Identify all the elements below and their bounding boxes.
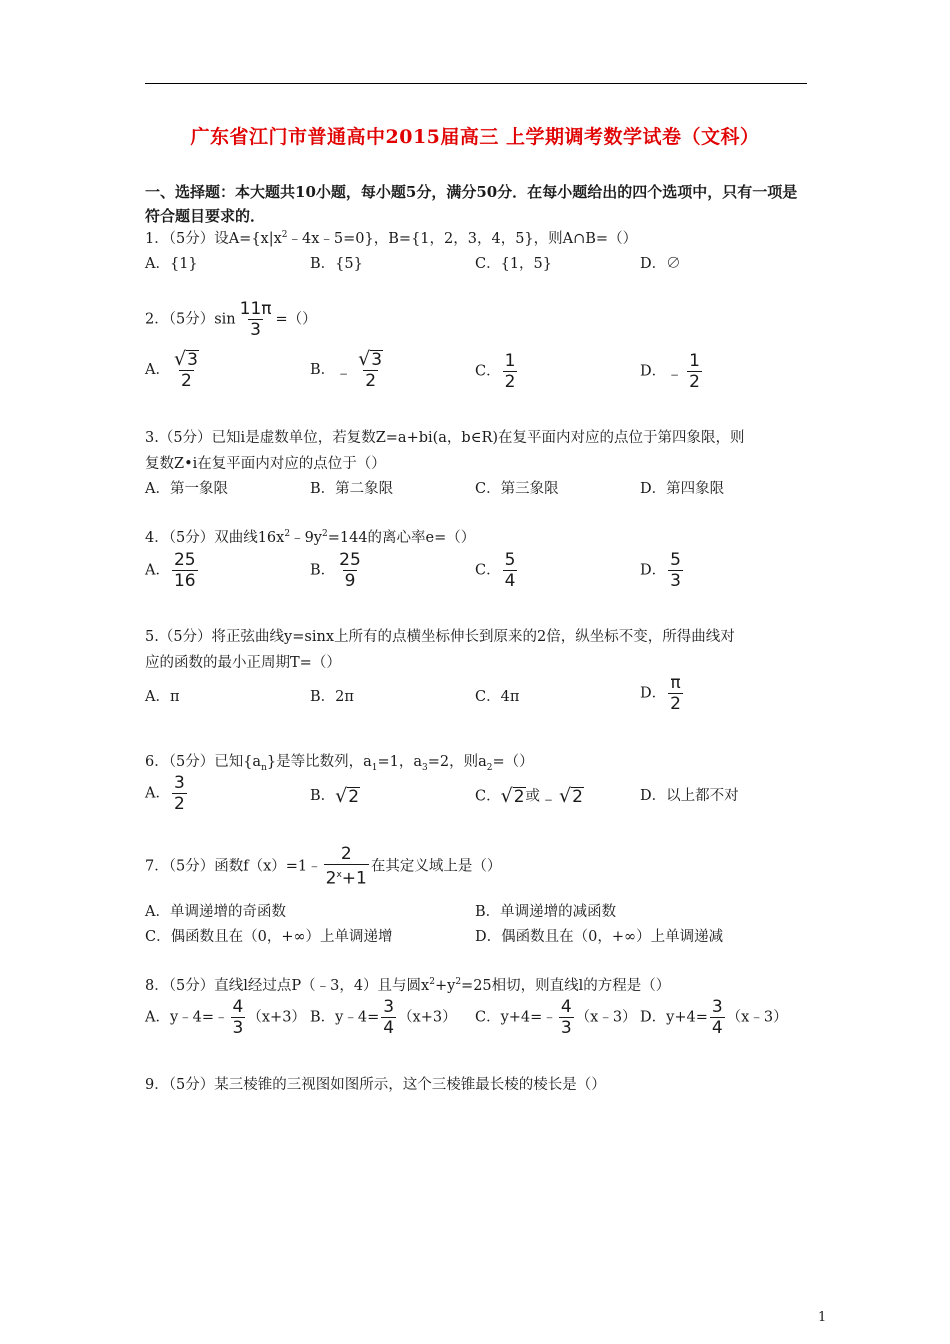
header-rule <box>145 83 807 84</box>
question-6-stem: 6．（5分）已知$\{a_n\}$是等比数列，$a_1=1$，$a_3=2$，则$a_2=()$ <box>145 754 534 773</box>
exam-title: 广东省江门市普通高中2015届高三 上学期调考数学试卷（文科） <box>190 126 760 148</box>
q5-option-b: B．2π <box>310 689 354 705</box>
question-3-line-2: 复数Z•i在复平面内对应的点位于（） <box>145 456 386 472</box>
q6-option-d: D．以上都不对 <box>640 788 739 804</box>
q7-option-d: D．偶函数且在（0，+∞）上单调递减 <box>475 929 724 945</box>
q2-option-d: D．﹣ $\frac{1}{2}$ <box>640 351 700 392</box>
q8-option-b: B．y﹣4= $\frac{3}{4}$ （x+3） <box>310 997 457 1038</box>
q3-option-a: A．第一象限 <box>145 481 228 497</box>
q1-option-a: A．{1} <box>145 256 198 272</box>
q7-fraction: $\frac{2}{2^x+1}$ <box>325 844 367 889</box>
question-7-stem: 7．（5分）函数f（x）=1﹣ $\frac{2}{2^x+1}$ 在其定义域上是（） <box>145 844 502 889</box>
q5-option-a: A．π <box>145 689 180 705</box>
question-3-line-1: 3.（5分）已知i是虚数单位，若复数Z=a+bi(a，b∈R)在复平面内对应的点位于第四象限，则 <box>145 430 745 446</box>
q7-option-c: C．偶函数且在（0，+∞）上单调递增 <box>145 929 393 945</box>
q7-option-a: A．单调递增的奇函数 <box>145 904 286 920</box>
q4-option-b: B． $\frac{25}{9}$ <box>310 550 361 591</box>
q1-option-d: D．∅ <box>640 256 681 272</box>
q3-option-b: B．第二象限 <box>310 481 394 497</box>
q6-option-a: A． $\frac{3}{2}$ <box>145 773 185 814</box>
q4-option-d: D． $\frac{5}{3}$ <box>640 550 681 591</box>
q3-option-d: D．第四象限 <box>640 481 725 497</box>
q2-option-a: A． √ 3 2 <box>145 348 198 391</box>
question-4-stem: 4．（5分）双曲线$16x^2﹣9y^2=144$的离心率e=（） <box>145 529 476 546</box>
question-2-stem: 2．（5分）sin $\frac{11\pi}{3}$ =（） <box>145 299 317 340</box>
q6-option-c: C． √ 2 或﹣ √ 2 <box>475 785 583 809</box>
question-5-line-1: 5.（5分）将正弦曲线y=sinx上所有的点横坐标伸长到原来的2倍，纵坐标不变，所得曲线对 <box>145 629 735 645</box>
question-5-line-2: 应的函数的最小正周期T=（） <box>145 655 341 671</box>
section-heading: 一、选择题：本大题共10小题，每小题5分，满分50分．在每小题给出的四个选项中，只有一项是符合题目要求的． <box>145 183 798 225</box>
question-9-stem: 9．（5分）某三棱锥的三视图如图所示，这个三棱锥最长棱的棱长是（） <box>145 1077 606 1093</box>
question-8-stem: 8．（5分）直线l经过点P（﹣3，4）且与圆$x^2+y^2=25$相切，则直线l的方程是（） <box>145 977 671 994</box>
q3-option-c: C．第三象限 <box>475 481 559 497</box>
q8-option-a: A．y﹣4=﹣ $\frac{4}{3}$ （x+3） <box>145 997 306 1038</box>
q8-option-d: D．y+4= $\frac{3}{4}$ （x﹣3） <box>640 997 788 1038</box>
q2-option-c: C． $\frac{1}{2}$ <box>475 351 516 392</box>
q4-option-c: C． $\frac{5}{4}$ <box>475 550 516 591</box>
q2-fraction: $\frac{11\pi}{3}$ <box>239 299 272 340</box>
q7-option-b: B．单调递增的减函数 <box>475 904 617 920</box>
q1-option-b: B．{5} <box>310 256 363 272</box>
question-1-stem: 1．（5分）设$A=\{x|x^2﹣4x﹣5=0\}$，B={1，2，3，4，5}，则A∩B=（） <box>145 230 638 247</box>
q5-option-d: D． $\frac{\pi}{2}$ <box>640 673 681 714</box>
q4-option-a: A． $\frac{25}{16}$ <box>145 550 196 591</box>
q5-option-c: C．4π <box>475 689 520 705</box>
q1-option-c: C．{1，5} <box>475 256 552 272</box>
page-number: 1 <box>818 1310 827 1325</box>
q8-option-c: C．y+4=﹣ $\frac{4}{3}$ （x﹣3） <box>475 997 637 1038</box>
q6-option-b: B． √ 2 <box>310 784 360 807</box>
q2-option-b: B．﹣ √ 3 2 <box>310 348 383 391</box>
